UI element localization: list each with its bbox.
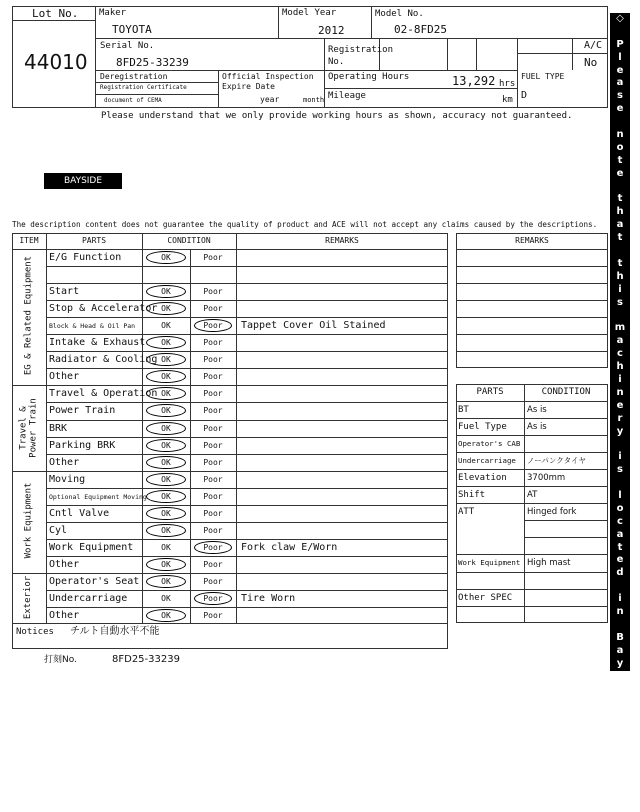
stamp-value: 8FD25-33239 [112, 654, 180, 665]
condition-ok: OK [161, 406, 171, 416]
side-banner-char: y [616, 657, 624, 669]
hours-notice: Please understand that we only provide working hours as shown, accuracy not guaranteed. [101, 111, 573, 121]
stamp-label: 打刻No. [44, 655, 77, 665]
part-name: Work Equipment [49, 541, 134, 553]
part-name: Stop & Accelerator [49, 303, 158, 315]
ac-label: A/C [584, 40, 603, 51]
notices-value: チルト自動水平不能 [70, 626, 160, 637]
side-banner-char: e [616, 103, 624, 115]
side-banner-char: o [616, 502, 624, 514]
condition-poor: Poor [203, 594, 223, 603]
condition-ok: OK [161, 576, 171, 586]
side-banner-char: P [616, 38, 624, 50]
condition-poor: Poor [203, 576, 223, 586]
selected-poor-mark [194, 592, 232, 605]
condition-ok: OK [161, 474, 171, 484]
part-name: Start [49, 286, 80, 298]
condition-poor: Poor [203, 508, 223, 518]
part-name: Parking BRK [49, 439, 116, 451]
part-name: Operator's Seat [49, 575, 140, 587]
side-banner-char: n [616, 129, 624, 141]
selected-ok-mark [146, 251, 186, 264]
side-banner-char: ◇ [616, 799, 624, 811]
side-banner-char: t [617, 541, 623, 553]
selected-ok-mark [146, 558, 186, 571]
model-no-value: 02-8FD25 [394, 23, 447, 36]
fuel-type-value: D [521, 90, 528, 101]
header-condition: CONDITION [167, 236, 211, 245]
side-banner-char: y [616, 425, 624, 437]
condition-poor: Poor [203, 406, 223, 416]
condition-poor: Poor [203, 525, 223, 535]
condition-ok: OK [161, 457, 171, 467]
disclaimer: The description content does not guarantee the quality of product and ACE will not accept any claims caused by the descriptions. [12, 220, 598, 229]
group-label: Travel & Power Train [19, 398, 39, 458]
side-banner-char: s [617, 464, 623, 476]
spec-condition: ノーパンクタイヤ [527, 456, 586, 466]
side-banner-char: i [618, 451, 622, 463]
side-banner-char: c [617, 515, 623, 527]
selected-poor-mark [194, 541, 232, 554]
side-banner-char [610, 116, 630, 129]
side-banner-char: c [617, 348, 623, 360]
condition-poor: Poor [203, 304, 223, 314]
side-banner-char: s [617, 670, 623, 682]
side-banner-char: t [617, 193, 623, 205]
maker-label: Maker [99, 8, 127, 18]
side-banner-char: r [617, 760, 623, 772]
side-banner-char: l [618, 489, 622, 501]
condition-poor: Poor [203, 457, 223, 467]
spec-part: Elevation [458, 473, 507, 484]
remark-text: Fork claw E/Worn [241, 541, 338, 553]
selected-ok-mark [146, 439, 186, 452]
spec-condition: High mast [527, 558, 571, 569]
part-name: E/G Function [49, 252, 122, 263]
part-name: Other [49, 456, 80, 468]
selected-ok-mark [146, 524, 186, 537]
operating-hours-value: 13,292 [452, 74, 496, 88]
part-name: Block & Head & Oil Pan [49, 322, 136, 331]
spec-part: Operator's CAB [458, 439, 521, 449]
fuel-type-label: FUEL TYPE [521, 72, 565, 81]
condition-poor: Poor [203, 389, 223, 399]
side-banner-char: s [617, 90, 623, 102]
header-parts: PARTS [81, 236, 107, 245]
condition-ok: OK [161, 542, 171, 552]
condition-ok: OK [161, 304, 171, 314]
model-no-label: Model No. [375, 9, 424, 19]
spec-condition: As is [527, 422, 547, 433]
spec-part: ATT [458, 507, 475, 518]
serial-label: Serial No. [100, 41, 155, 51]
side-banner-char: ◇ [616, 13, 624, 24]
lot-label: Lot No. [32, 7, 79, 20]
part-name: Travel & Operation [49, 388, 158, 400]
part-name: Cyl [49, 524, 68, 536]
side-banner-char: e [616, 64, 624, 76]
side-banner-char: a [616, 335, 624, 347]
part-name: Other [49, 610, 80, 622]
header-item: ITEM [19, 236, 39, 245]
location-badge-text: BAYSIDE [63, 176, 103, 186]
side-banner-char: a [616, 219, 624, 231]
side-banner-char: B [616, 631, 624, 643]
spec-condition: AT [527, 490, 538, 501]
group-label: Exterior [23, 575, 34, 619]
cema-label: document of CEMA [104, 97, 162, 104]
side-banner-char: s [617, 296, 623, 308]
condition-ok: OK [161, 525, 171, 535]
condition-ok: OK [161, 611, 171, 621]
side-banner-char: d [616, 567, 624, 579]
side-banner-char: e [616, 554, 624, 566]
spec-condition: 3700mm [527, 473, 566, 484]
side-banner-char [610, 477, 630, 490]
condition-ok: OK [161, 372, 171, 382]
side-banner-char: i [618, 373, 622, 385]
condition-ok: OK [161, 508, 171, 518]
side-banner-char: e [616, 167, 624, 179]
side-banner-char: h [616, 361, 624, 373]
hrs-unit: hrs [499, 79, 516, 89]
spec-condition: Hinged fork [527, 507, 577, 518]
side-banner-char: d [616, 696, 624, 708]
condition-poor: Poor [203, 338, 223, 348]
spec-part: Undercarriage [458, 456, 516, 466]
remark-text: Tire Worn [241, 593, 296, 604]
condition-poor: Poor [203, 423, 223, 433]
side-banner-char: m [614, 322, 626, 334]
condition-ok: OK [161, 423, 171, 433]
deregistration-label: Deregistration [100, 72, 168, 81]
condition-poor: Poor [203, 611, 223, 621]
side-banner-char: a [616, 528, 624, 540]
spec-part: Other SPEC [458, 592, 513, 603]
maker-value: TOYOTA [112, 23, 152, 36]
side-banner-char: t [617, 154, 623, 166]
side-banner-char: n [616, 605, 624, 617]
side-banner-char: h [616, 270, 624, 282]
condition-poor: Poor [203, 253, 223, 262]
part-name: Cntl Valve [49, 507, 110, 519]
right-remarks-header: REMARKS [515, 236, 549, 245]
condition-poor: Poor [203, 287, 223, 297]
ac-value: No [584, 56, 598, 69]
group-label: Work Equipment [23, 482, 34, 559]
notices-label: Notices [16, 627, 54, 637]
condition-poor: Poor [203, 474, 223, 484]
condition-poor: Poor [203, 355, 223, 365]
side-banner-char: r [617, 412, 623, 424]
spec-part: Shift [458, 490, 486, 501]
inspection-label: Official Inspection Expire Date [222, 72, 314, 91]
remark-text: Tappet Cover Oil Stained [241, 320, 386, 332]
condition-ok: OK [161, 491, 171, 501]
side-banner-char: i [618, 283, 622, 295]
part-name: Other [49, 371, 80, 383]
side-banner-char: e [616, 709, 624, 721]
part-name: Optional Equipment Moving [49, 492, 147, 501]
spec-condition-header: CONDITION [541, 387, 591, 397]
month-label: month [303, 96, 325, 104]
part-name: Undercarriage [49, 593, 128, 604]
spec-parts-header: PARTS [476, 387, 504, 397]
spec-part: Fuel Type [458, 422, 507, 433]
condition-ok: OK [161, 559, 171, 569]
spec-part: BT [458, 405, 469, 415]
lot-number: 44010 [24, 50, 88, 74]
side-banner-char [610, 26, 630, 39]
condition-poor: Poor [203, 321, 223, 331]
side-banner-char: a [616, 747, 624, 759]
part-name: Radiator & Cooling [49, 354, 158, 366]
side-banner-char [610, 786, 630, 799]
part-name: Intake & Exhaust [49, 337, 146, 349]
km-unit: km [502, 95, 513, 105]
model-year-value: 2012 [318, 24, 345, 37]
side-banner-char: i [618, 683, 622, 695]
header-block [12, 6, 608, 108]
condition-poor: Poor [203, 559, 223, 569]
condition-ok: OK [161, 321, 171, 331]
selected-ok-mark [146, 473, 186, 486]
side-banner-char: o [616, 141, 624, 153]
condition-ok: OK [161, 355, 171, 365]
side-banner-char: n [616, 386, 624, 398]
side-banner-char: Y [616, 734, 624, 746]
selected-ok-mark [146, 575, 186, 588]
side-banner-char: t [617, 257, 623, 269]
part-name: Power Train [49, 405, 116, 417]
side-banner-char [610, 438, 630, 451]
serial-value: 8FD25-33239 [116, 56, 189, 69]
side-banner-char [610, 619, 630, 632]
condition-poor: Poor [203, 491, 223, 501]
condition-poor: Poor [203, 542, 223, 552]
condition-ok: OK [161, 440, 171, 450]
spec-part: Work Equipment [458, 558, 521, 568]
side-banner-char [610, 181, 630, 194]
side-banner-char: l [618, 51, 622, 63]
condition-ok: OK [161, 594, 171, 603]
part-name: BRK [49, 422, 68, 434]
condition-ok: OK [161, 287, 171, 297]
side-banner-char [610, 722, 630, 735]
selected-ok-mark [146, 456, 186, 469]
side-banner-char: e [616, 399, 624, 411]
side-banner-char: t [617, 232, 623, 244]
condition-poor: Poor [203, 440, 223, 450]
side-banner-char [610, 245, 630, 258]
condition-ok: OK [161, 389, 171, 399]
condition-ok: OK [161, 338, 171, 348]
selected-ok-mark [146, 609, 186, 622]
header-remarks: REMARKS [325, 236, 359, 245]
side-banner-char: d [616, 773, 624, 785]
selected-ok-mark [146, 490, 186, 503]
spec-condition: As is [527, 405, 547, 415]
side-banner-char [610, 580, 630, 593]
side-banner-char: a [616, 644, 624, 656]
registration-certificate-label: Registration Certificate [100, 84, 187, 91]
group-label: EG & Related Equipment [23, 256, 34, 376]
part-name: Moving [49, 473, 86, 485]
mileage-label: Mileage [328, 91, 366, 101]
side-banner-char [610, 309, 630, 322]
side-banner-char: i [618, 593, 622, 605]
side-banner-char: h [616, 206, 624, 218]
side-banner-char: a [616, 77, 624, 89]
side-banner [610, 13, 630, 811]
selected-ok-mark [146, 422, 186, 435]
registration-label: Registration No. [328, 45, 394, 67]
condition-poor: Poor [203, 372, 223, 382]
year-label: year [260, 95, 280, 104]
operating-hours-label: Operating Hours [328, 72, 410, 82]
selected-ok-mark [146, 507, 186, 520]
condition-ok: OK [161, 253, 171, 262]
part-name: Other [49, 558, 80, 570]
model-year-label: Model Year [282, 8, 337, 18]
